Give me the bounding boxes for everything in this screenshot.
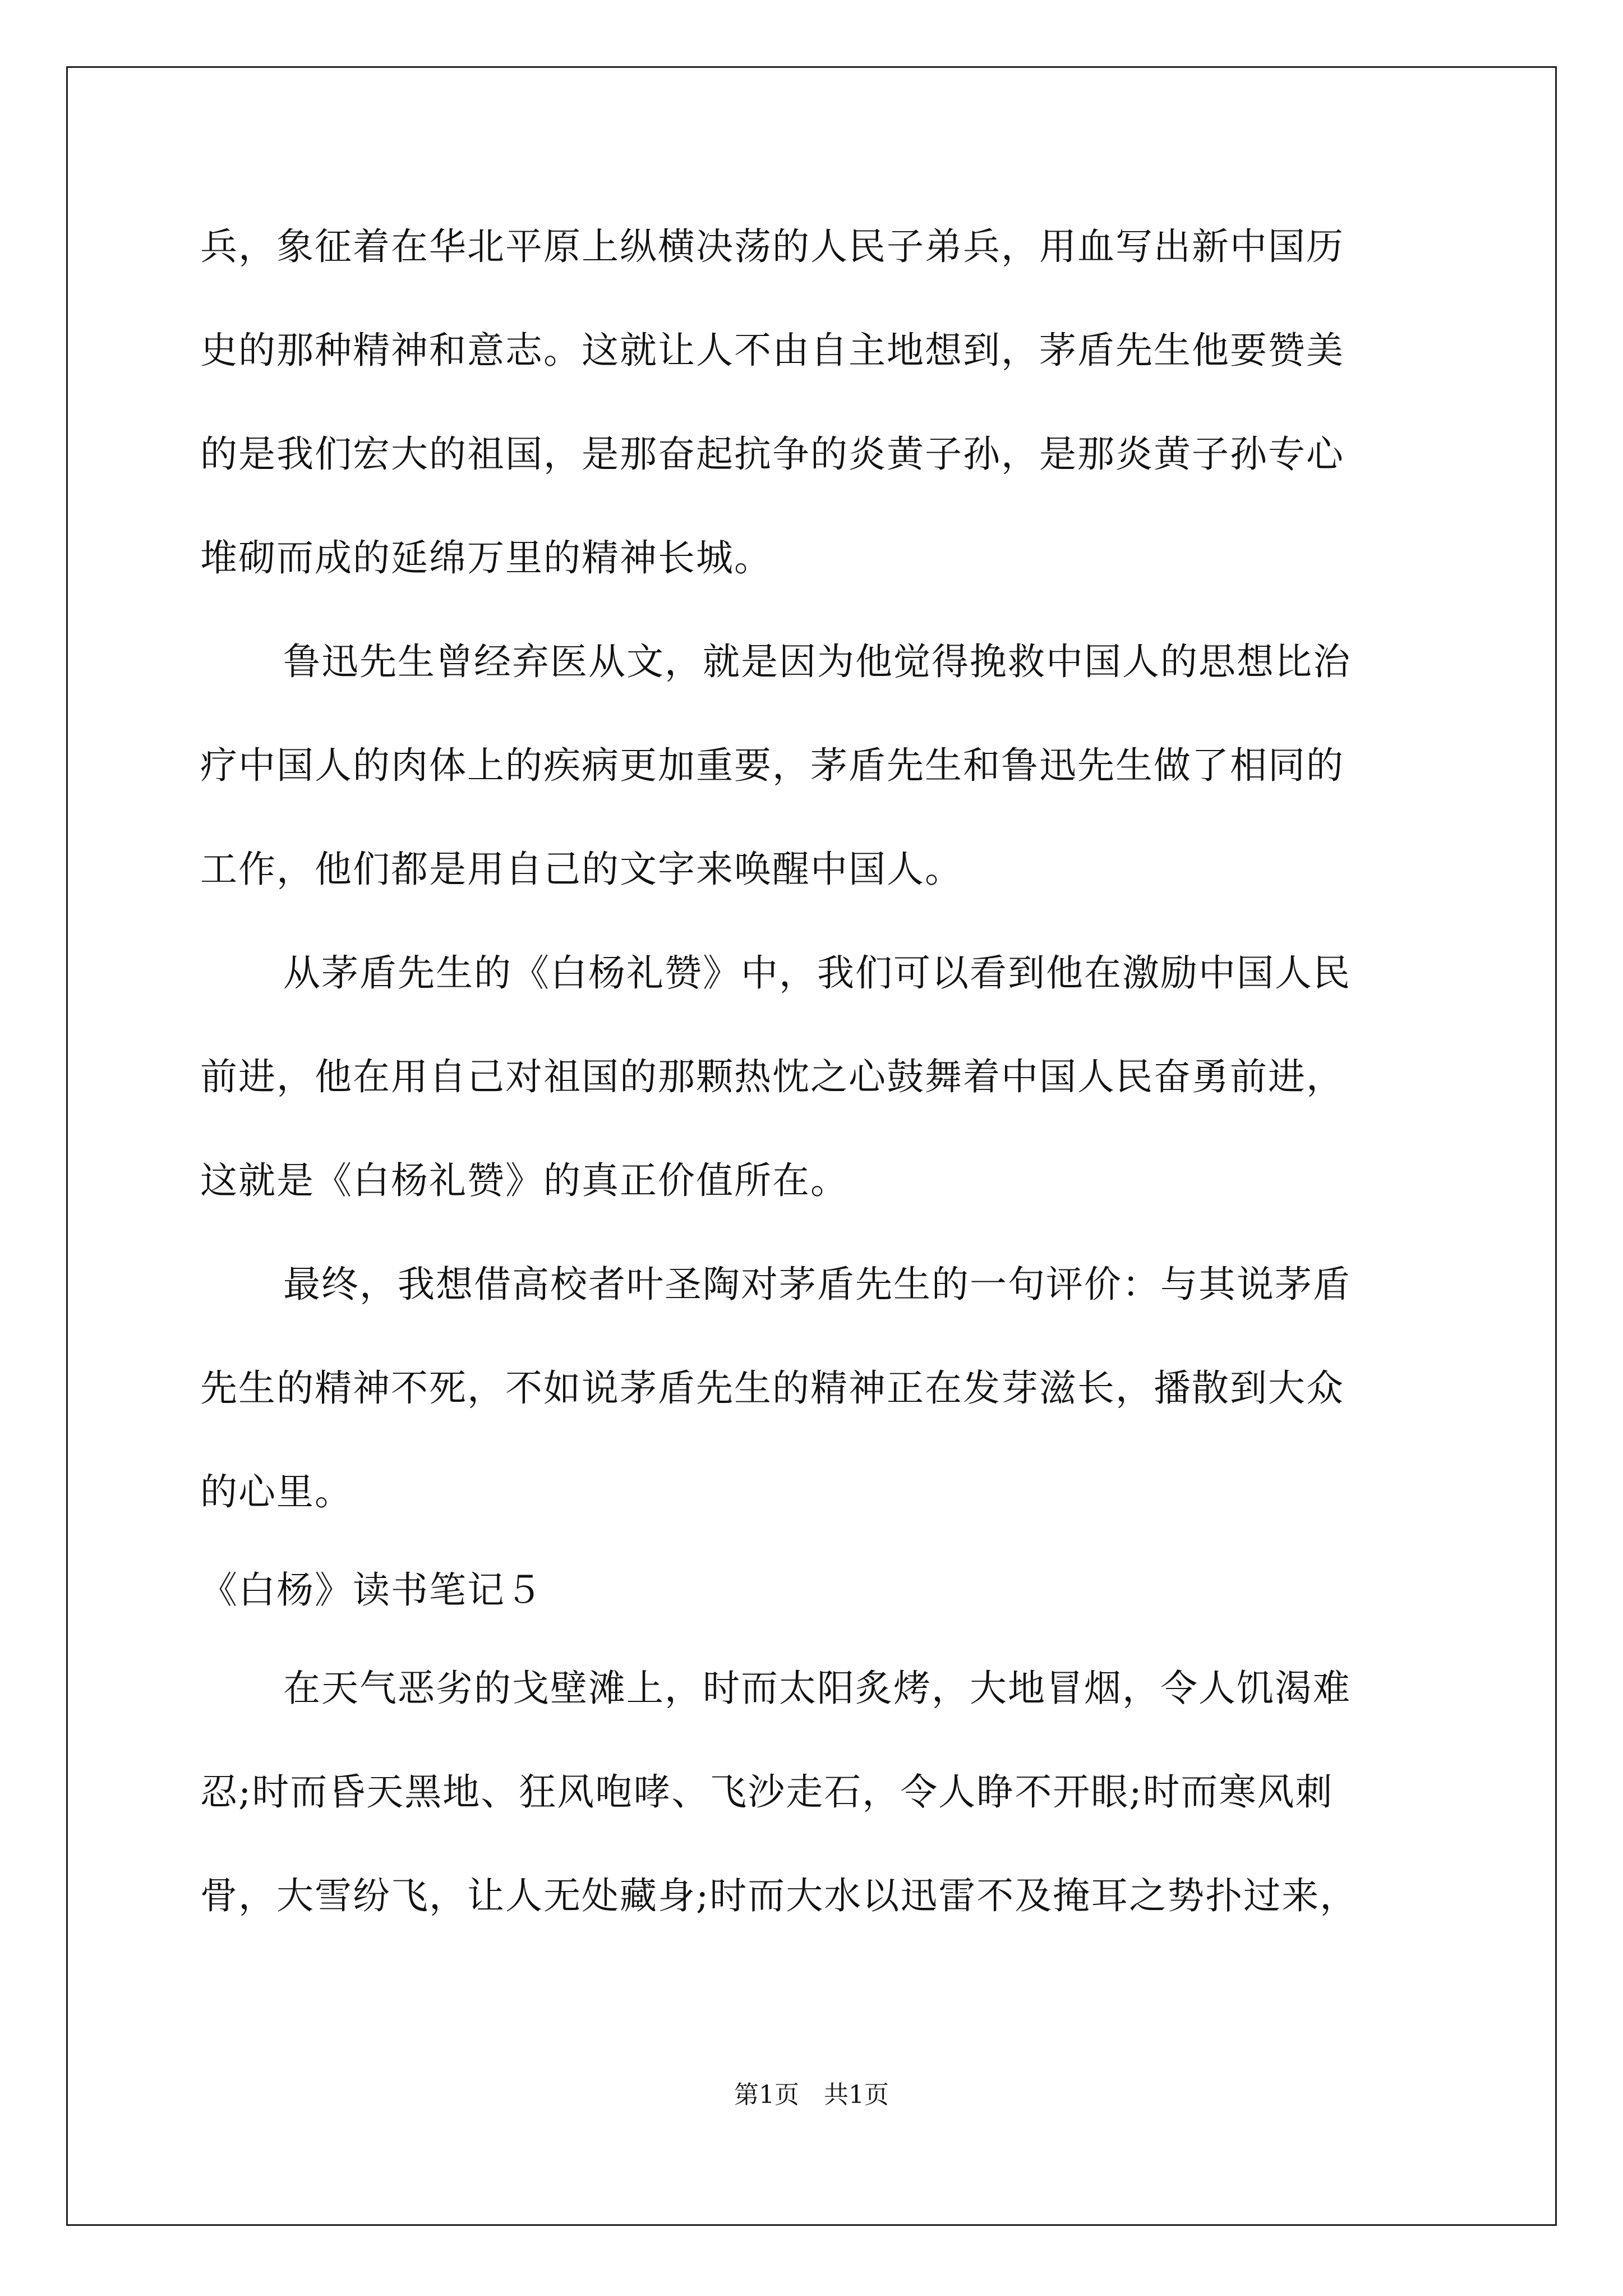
section-heading: 《白杨》读书笔记５ [200, 1568, 543, 1612]
text-line: 从茅盾先生的《白杨礼赞》中，我们可以看到他在激励中国人民 [283, 951, 1351, 995]
text-line: 最终，我想借高校者叶圣陶对茅盾先生的一句评价：与其说茅盾 [283, 1263, 1351, 1306]
text-line: 这就是《白杨礼赞》的真正价值所在。 [200, 1159, 849, 1202]
text-line: 忍;时而昏天黑地、狂风咆哮、飞沙走石，令人睁不开眼;时而寒风刺 [200, 1770, 1334, 1814]
text-line: 的心里。 [200, 1470, 353, 1513]
text-line: 史的那种精神和意志。这就让人不由自主地想到，茅盾先生他要赞美 [200, 329, 1344, 372]
text-line: 先生的精神不死，不如说茅盾先生的精神正在发芽滋长，播散到大众 [200, 1366, 1344, 1410]
text-line: 工作，他们都是用自己的文字来唤醒中国人。 [200, 848, 963, 891]
text-line: 兵，象征着在华北平原上纵横决荡的人民子弟兵，用血写出新中国历 [200, 225, 1344, 268]
text-line: 的是我们宏大的祖国，是那奋起抗争的炎黄子孙，是那炎黄子孙专心 [200, 432, 1344, 476]
text-line: 鲁迅先生曾经弃医从文，就是因为他觉得挽救中国人的思想比治 [283, 640, 1351, 683]
text-line: 堆砌而成的延绵万里的精神长城。 [200, 536, 772, 579]
text-line: 前进，他在用自己对祖国的那颗热忱之心鼓舞着中国人民奋勇前进， [200, 1055, 1344, 1098]
text-line: 骨，大雪纷飞，让人无处藏身;时而大水以迅雷不及掩耳之势扑过来， [200, 1874, 1358, 1917]
text-line: 疗中国人的肉体上的疾病更加重要，茅盾先生和鲁迅先生做了相同的 [200, 744, 1344, 787]
page-number: 第1页 共1页 [734, 2081, 889, 2109]
text-line: 在天气恶劣的戈壁滩上，时而太阳炙烤，大地冒烟，令人饥渴难 [283, 1667, 1351, 1710]
